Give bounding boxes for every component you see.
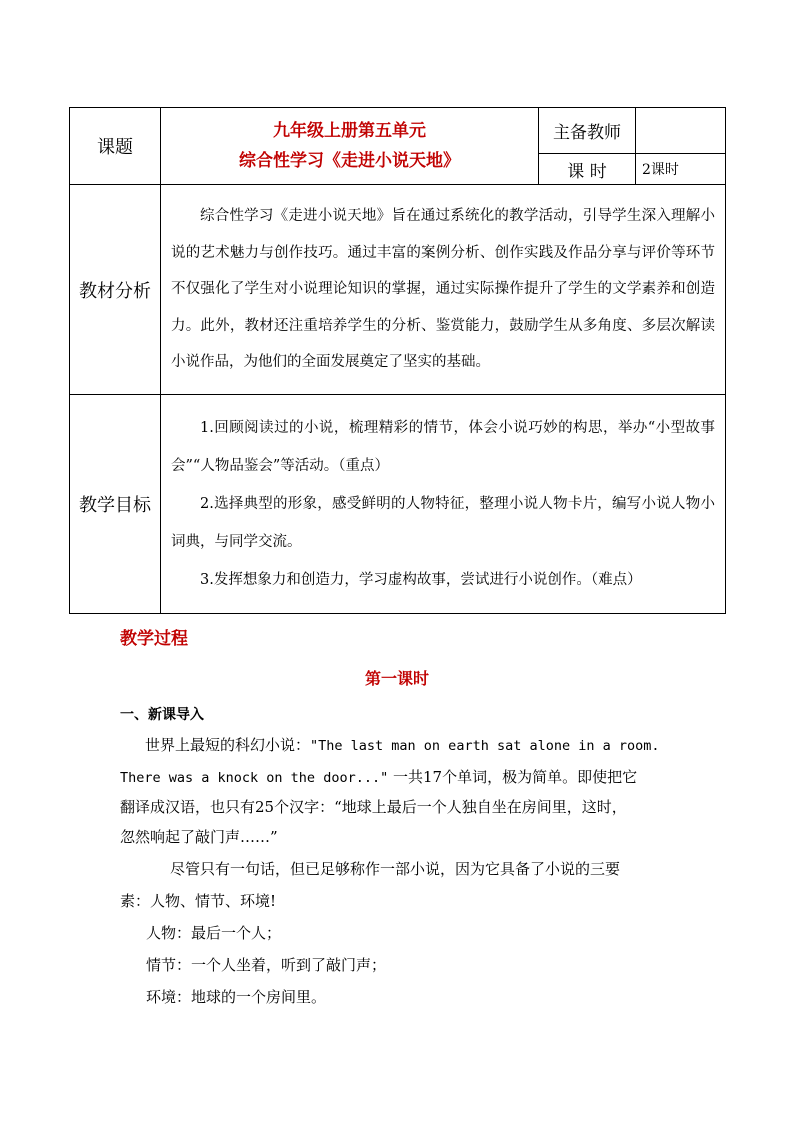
body-line-6: 素：人物、情节、环境! — [120, 892, 277, 910]
analysis-label: 教材分析 — [70, 185, 161, 395]
lesson-plan-table — [69, 107, 726, 614]
title-line-1: 九年级上册第五单元 — [273, 121, 426, 141]
body-line-1-cn: 世界上最短的科幻小说： — [145, 736, 311, 754]
process-heading: 教学过程 — [120, 629, 188, 649]
body-line-1 — [145, 734, 660, 755]
hours-value: 2课时 — [636, 154, 726, 185]
lesson-title-cell — [161, 108, 539, 185]
body-line-8: 情节：一个人坐着，听到了敲门声； — [146, 956, 387, 974]
lesson-heading: 第一课时 — [364, 669, 429, 688]
body-line-4: 忽然响起了敲门声……” — [120, 828, 278, 846]
body-line-2-en: There was a knock on the door..." — [120, 770, 389, 786]
analysis-text: 综合性学习《走进小说天地》旨在通过系统化的教学活动，引导学生深入理解小说的艺术魅力与创作技巧。通过丰富的案例分析、创作实践及作品分享与评价等环节不仅强化了学生对小说理论知识的掌握，通过实际操作提升了学生的文学素养和创造力。此外，教材还注重培养学生的分析、鉴赏能力，鼓励学生从多角度、多层次解读小说作品，为他们的全面发展奠定了坚实的基础。 — [171, 208, 715, 371]
hours-label: 课 时 — [539, 154, 636, 185]
body-line-3: 翻译成汉语，也只有25个汉字：“地球上最后一个人独自坐在房间里，这时， — [120, 798, 627, 816]
section-heading-intro: 一、新课导入 — [120, 707, 204, 723]
body-line-2 — [120, 766, 637, 787]
analysis-cell — [161, 185, 726, 395]
goals-label: 教学目标 — [70, 395, 161, 614]
body-line-1-en: "The last man on earth sat alone in a room. — [310, 738, 660, 754]
goal-2: 2.选择典型的形象，感受鲜明的人物特征，整理小说人物卡片，编写小说人物小词典，与同学交流。 — [171, 496, 715, 550]
topic-label: 课题 — [70, 108, 161, 185]
goals-cell — [161, 395, 726, 614]
teacher-value — [636, 108, 726, 154]
body-line-7: 人物：最后一个人； — [146, 924, 282, 942]
body-line-9: 环境：地球的一个房间里。 — [146, 988, 327, 1006]
goal-1: 1.回顾阅读过的小说，梳理精彩的情节，体会小说巧妙的构思，举办“小型故事会”“人物品鉴会”等活动。（重点） — [171, 420, 715, 474]
body-line-5: 尽管只有一句话，但已足够称作一部小说，因为它具备了小说的三要 — [170, 860, 621, 878]
body-line-2-cn: 一共17个单词，极为简单。即使把它 — [388, 768, 638, 786]
goal-3: 3.发挥想象力和创造力，学习虚构故事，尝试进行小说创作。（难点） — [200, 572, 642, 588]
teacher-label: 主备教师 — [539, 108, 636, 154]
title-line-2: 综合性学习《走进小说天地》 — [239, 151, 460, 171]
